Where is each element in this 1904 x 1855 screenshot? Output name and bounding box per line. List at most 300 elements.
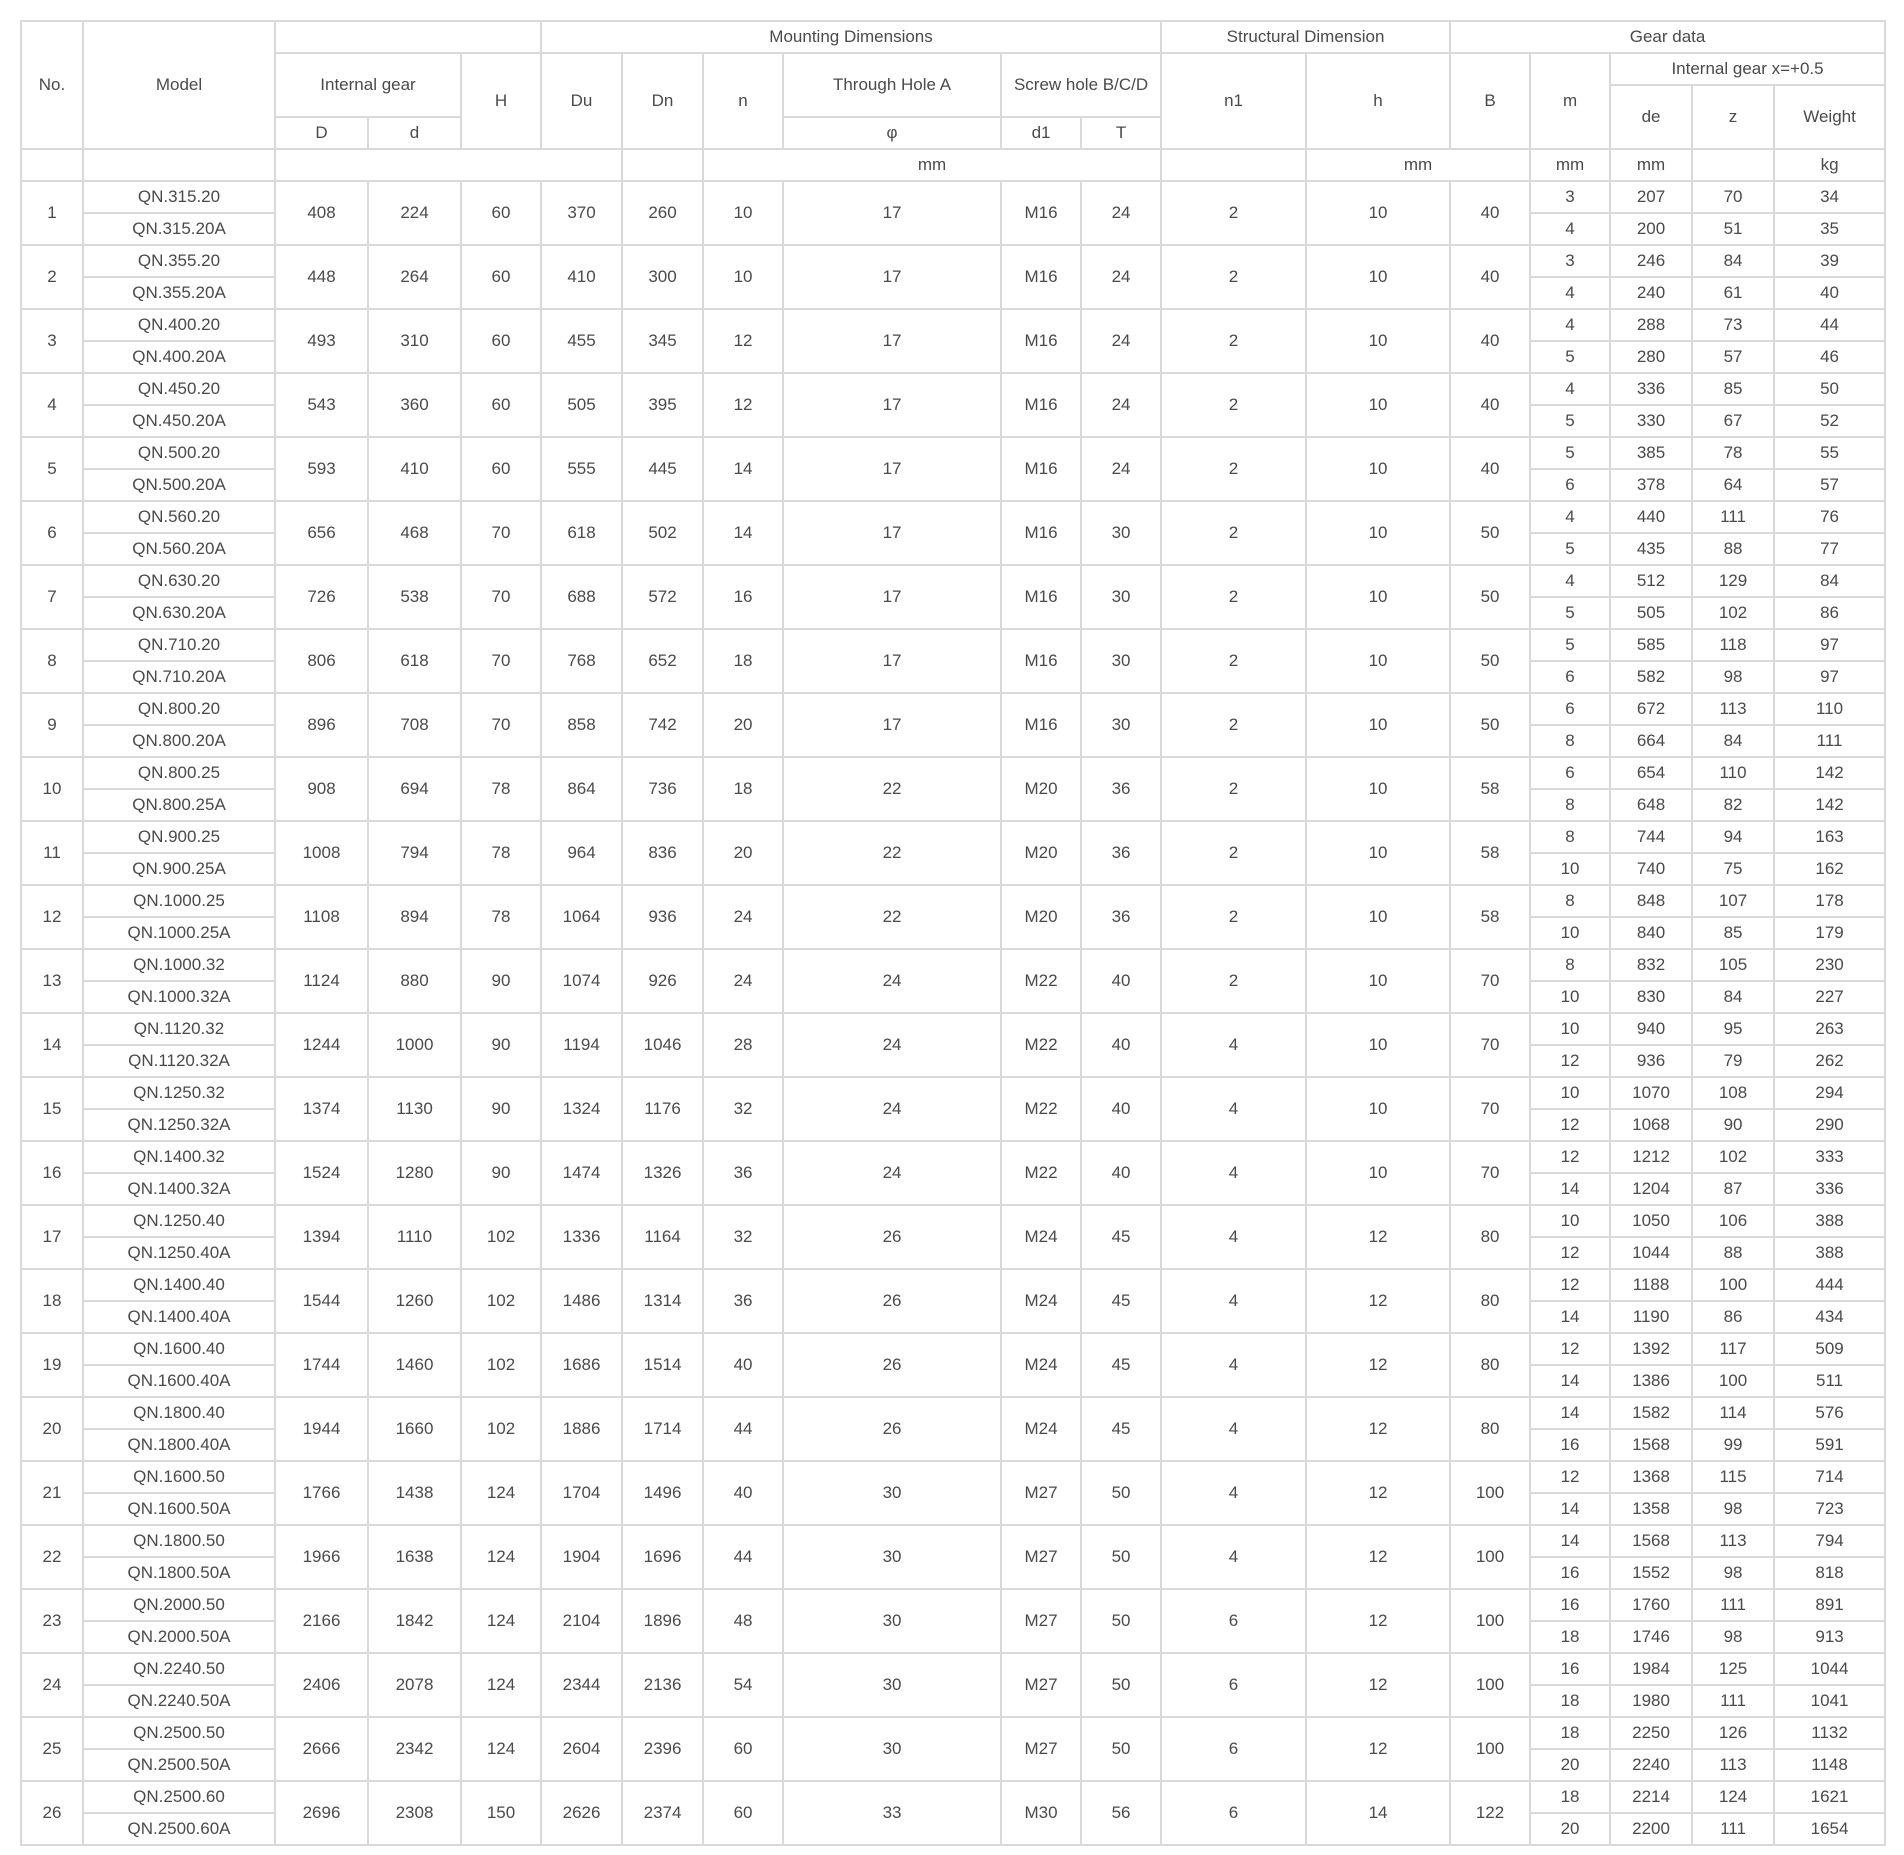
- header-T: T: [1081, 117, 1161, 149]
- cell-phi: 26: [783, 1397, 1001, 1461]
- cell-weight: 179: [1774, 917, 1885, 949]
- cell-z: 79: [1692, 1045, 1774, 1077]
- cell-weight: 97: [1774, 661, 1885, 693]
- cell-h: 12: [1306, 1461, 1450, 1525]
- cell-n1: 2: [1161, 181, 1306, 245]
- cell-n: 44: [703, 1525, 783, 1589]
- cell-h: 14: [1306, 1781, 1450, 1845]
- cell-weight: 1654: [1774, 1813, 1885, 1845]
- cell-model: QN.1250.40A: [83, 1237, 275, 1269]
- cell-m: 4: [1530, 309, 1610, 341]
- cell-z: 117: [1692, 1333, 1774, 1365]
- cell-n: 20: [703, 693, 783, 757]
- cell-n1: 2: [1161, 373, 1306, 437]
- cell-d1: M16: [1001, 437, 1081, 501]
- cell-weight: 227: [1774, 981, 1885, 1013]
- cell-z: 87: [1692, 1173, 1774, 1205]
- cell-d1: M24: [1001, 1333, 1081, 1397]
- table-row: [21, 629, 1885, 661]
- cell-D: 1108: [275, 885, 368, 949]
- cell-model: QN.450.20: [83, 373, 275, 405]
- cell-m: 16: [1530, 1589, 1610, 1621]
- cell-de: 740: [1610, 853, 1692, 885]
- cell-m: 12: [1530, 1269, 1610, 1301]
- cell-H: 78: [461, 821, 541, 885]
- cell-D: 726: [275, 565, 368, 629]
- cell-n1: 4: [1161, 1333, 1306, 1397]
- cell-d: 1460: [368, 1333, 461, 1397]
- cell-de: 1760: [1610, 1589, 1692, 1621]
- cell-model: QN.800.20: [83, 693, 275, 725]
- cell-B: 58: [1450, 757, 1530, 821]
- cell-D: 1008: [275, 821, 368, 885]
- cell-weight: 1132: [1774, 1717, 1885, 1749]
- cell-weight: 40: [1774, 277, 1885, 309]
- cell-n1: 2: [1161, 501, 1306, 565]
- cell-Du: 2344: [541, 1653, 622, 1717]
- cell-model: QN.560.20: [83, 501, 275, 533]
- cell-z: 113: [1692, 693, 1774, 725]
- cell-weight: 262: [1774, 1045, 1885, 1077]
- cell-de: 1212: [1610, 1141, 1692, 1173]
- cell-phi: 26: [783, 1333, 1001, 1397]
- cell-h: 10: [1306, 757, 1450, 821]
- cell-B: 40: [1450, 437, 1530, 501]
- cell-n: 12: [703, 373, 783, 437]
- cell-model: QN.400.20: [83, 309, 275, 341]
- cell-n1: 2: [1161, 629, 1306, 693]
- cell-z: 113: [1692, 1525, 1774, 1557]
- row-number: 14: [21, 1013, 83, 1077]
- cell-n: 10: [703, 181, 783, 245]
- cell-phi: 24: [783, 1077, 1001, 1141]
- header-d: d: [368, 117, 461, 149]
- cell-H: 60: [461, 373, 541, 437]
- table-row: [21, 1141, 1885, 1173]
- row-number: 9: [21, 693, 83, 757]
- cell-z: 100: [1692, 1269, 1774, 1301]
- table-header: [21, 21, 1885, 181]
- cell-d: 310: [368, 309, 461, 373]
- header-B: B: [1450, 53, 1530, 149]
- row-number: 26: [21, 1781, 83, 1845]
- cell-m: 18: [1530, 1781, 1610, 1813]
- cell-weight: 230: [1774, 949, 1885, 981]
- table-row: [21, 245, 1885, 277]
- table-row: [21, 373, 1885, 405]
- cell-D: 408: [275, 181, 368, 245]
- cell-de: 1568: [1610, 1525, 1692, 1557]
- cell-de: 1582: [1610, 1397, 1692, 1429]
- cell-phi: 17: [783, 245, 1001, 309]
- header-screw-hole: Screw hole B/C/D: [1001, 53, 1161, 117]
- cell-B: 40: [1450, 373, 1530, 437]
- cell-T: 50: [1081, 1653, 1161, 1717]
- cell-phi: 17: [783, 565, 1001, 629]
- table-row: [21, 1589, 1885, 1621]
- cell-model: QN.800.25A: [83, 789, 275, 821]
- cell-n: 16: [703, 565, 783, 629]
- cell-m: 14: [1530, 1397, 1610, 1429]
- row-number: 1: [21, 181, 83, 245]
- row-number: 5: [21, 437, 83, 501]
- cell-phi: 30: [783, 1525, 1001, 1589]
- cell-model: QN.500.20A: [83, 469, 275, 501]
- cell-de: 288: [1610, 309, 1692, 341]
- cell-Dn: 1514: [622, 1333, 703, 1397]
- cell-de: 1190: [1610, 1301, 1692, 1333]
- cell-T: 50: [1081, 1461, 1161, 1525]
- cell-de: 848: [1610, 885, 1692, 917]
- cell-B: 100: [1450, 1717, 1530, 1781]
- cell-H: 102: [461, 1205, 541, 1269]
- cell-z: 108: [1692, 1077, 1774, 1109]
- cell-weight: 86: [1774, 597, 1885, 629]
- cell-z: 98: [1692, 1621, 1774, 1653]
- cell-d1: M27: [1001, 1653, 1081, 1717]
- cell-de: 940: [1610, 1013, 1692, 1045]
- cell-weight: 891: [1774, 1589, 1885, 1621]
- cell-d: 708: [368, 693, 461, 757]
- cell-h: 10: [1306, 501, 1450, 565]
- cell-z: 84: [1692, 981, 1774, 1013]
- cell-n1: 4: [1161, 1461, 1306, 1525]
- cell-H: 90: [461, 1077, 541, 1141]
- cell-phi: 17: [783, 373, 1001, 437]
- cell-z: 114: [1692, 1397, 1774, 1429]
- cell-d1: M27: [1001, 1717, 1081, 1781]
- cell-d: 538: [368, 565, 461, 629]
- cell-z: 102: [1692, 1141, 1774, 1173]
- cell-T: 50: [1081, 1589, 1161, 1653]
- cell-Du: 1074: [541, 949, 622, 1013]
- row-number: 21: [21, 1461, 83, 1525]
- cell-weight: 388: [1774, 1205, 1885, 1237]
- cell-z: 102: [1692, 597, 1774, 629]
- cell-z: 84: [1692, 725, 1774, 757]
- cell-Dn: 300: [622, 245, 703, 309]
- cell-Du: 2626: [541, 1781, 622, 1845]
- row-number: 2: [21, 245, 83, 309]
- cell-phi: 26: [783, 1269, 1001, 1333]
- cell-m: 10: [1530, 1205, 1610, 1237]
- header-internal-gear: Internal gear: [275, 53, 461, 117]
- table-row: [21, 565, 1885, 597]
- cell-n1: 2: [1161, 693, 1306, 757]
- cell-d1: M22: [1001, 949, 1081, 1013]
- cell-z: 95: [1692, 1013, 1774, 1045]
- cell-model: QN.900.25A: [83, 853, 275, 885]
- table-row: [21, 1013, 1885, 1045]
- cell-h: 12: [1306, 1205, 1450, 1269]
- cell-h: 10: [1306, 181, 1450, 245]
- cell-Dn: 926: [622, 949, 703, 1013]
- cell-d: 1260: [368, 1269, 461, 1333]
- cell-weight: 178: [1774, 885, 1885, 917]
- cell-n: 18: [703, 757, 783, 821]
- cell-model: QN.2500.60A: [83, 1813, 275, 1845]
- table-row: [21, 181, 1885, 213]
- cell-D: 896: [275, 693, 368, 757]
- cell-de: 207: [1610, 181, 1692, 213]
- cell-z: 64: [1692, 469, 1774, 501]
- cell-B: 70: [1450, 1077, 1530, 1141]
- cell-B: 80: [1450, 1205, 1530, 1269]
- cell-Dn: 1164: [622, 1205, 703, 1269]
- cell-model: QN.1250.32: [83, 1077, 275, 1109]
- cell-weight: 55: [1774, 437, 1885, 469]
- cell-z: 86: [1692, 1301, 1774, 1333]
- cell-n1: 2: [1161, 885, 1306, 949]
- cell-d: 1000: [368, 1013, 461, 1077]
- cell-de: 440: [1610, 501, 1692, 533]
- cell-model: QN.630.20A: [83, 597, 275, 629]
- cell-H: 124: [461, 1525, 541, 1589]
- header-n1: n1: [1161, 53, 1306, 149]
- cell-d1: M22: [1001, 1141, 1081, 1205]
- cell-weight: 591: [1774, 1429, 1885, 1461]
- cell-D: 1394: [275, 1205, 368, 1269]
- cell-D: 1544: [275, 1269, 368, 1333]
- cell-weight: 818: [1774, 1557, 1885, 1589]
- cell-z: 70: [1692, 181, 1774, 213]
- cell-m: 3: [1530, 245, 1610, 277]
- cell-Du: 555: [541, 437, 622, 501]
- cell-z: 88: [1692, 533, 1774, 565]
- cell-D: 2666: [275, 1717, 368, 1781]
- cell-weight: 57: [1774, 469, 1885, 501]
- cell-m: 14: [1530, 1525, 1610, 1557]
- cell-H: 124: [461, 1589, 541, 1653]
- cell-weight: 84: [1774, 565, 1885, 597]
- cell-z: 82: [1692, 789, 1774, 821]
- row-number: 22: [21, 1525, 83, 1589]
- cell-de: 672: [1610, 693, 1692, 725]
- cell-Dn: 445: [622, 437, 703, 501]
- cell-model: QN.630.20: [83, 565, 275, 597]
- table-row: [21, 1461, 1885, 1493]
- cell-D: 656: [275, 501, 368, 565]
- cell-model: QN.1000.25A: [83, 917, 275, 949]
- cell-h: 12: [1306, 1525, 1450, 1589]
- cell-de: 582: [1610, 661, 1692, 693]
- cell-weight: 142: [1774, 789, 1885, 821]
- cell-D: 2166: [275, 1589, 368, 1653]
- cell-weight: 34: [1774, 181, 1885, 213]
- cell-B: 40: [1450, 181, 1530, 245]
- cell-m: 5: [1530, 341, 1610, 373]
- cell-d1: M27: [1001, 1461, 1081, 1525]
- cell-de: 240: [1610, 277, 1692, 309]
- cell-H: 60: [461, 309, 541, 373]
- cell-z: 125: [1692, 1653, 1774, 1685]
- cell-de: 246: [1610, 245, 1692, 277]
- cell-de: 435: [1610, 533, 1692, 565]
- cell-D: 806: [275, 629, 368, 693]
- cell-m: 8: [1530, 725, 1610, 757]
- cell-weight: 511: [1774, 1365, 1885, 1397]
- row-number: 25: [21, 1717, 83, 1781]
- cell-phi: 33: [783, 1781, 1001, 1845]
- cell-m: 12: [1530, 1045, 1610, 1077]
- cell-n: 40: [703, 1461, 783, 1525]
- cell-H: 150: [461, 1781, 541, 1845]
- cell-de: 1568: [1610, 1429, 1692, 1461]
- cell-m: 6: [1530, 469, 1610, 501]
- cell-n: 14: [703, 437, 783, 501]
- header-blank-group: [275, 21, 541, 53]
- cell-weight: 44: [1774, 309, 1885, 341]
- units-structural-mm: mm: [1306, 149, 1530, 181]
- cell-weight: 333: [1774, 1141, 1885, 1173]
- cell-m: 5: [1530, 533, 1610, 565]
- cell-m: 14: [1530, 1493, 1610, 1525]
- cell-B: 100: [1450, 1653, 1530, 1717]
- cell-de: 2250: [1610, 1717, 1692, 1749]
- cell-weight: 162: [1774, 853, 1885, 885]
- cell-Dn: 2136: [622, 1653, 703, 1717]
- cell-phi: 26: [783, 1205, 1001, 1269]
- cell-model: QN.1600.40: [83, 1333, 275, 1365]
- table-row: [21, 437, 1885, 469]
- cell-B: 50: [1450, 565, 1530, 629]
- cell-B: 58: [1450, 821, 1530, 885]
- cell-d1: M20: [1001, 821, 1081, 885]
- cell-model: QN.1120.32A: [83, 1045, 275, 1077]
- cell-z: 126: [1692, 1717, 1774, 1749]
- cell-d1: M16: [1001, 629, 1081, 693]
- cell-d: 1130: [368, 1077, 461, 1141]
- cell-H: 78: [461, 885, 541, 949]
- cell-T: 40: [1081, 1077, 1161, 1141]
- cell-m: 16: [1530, 1429, 1610, 1461]
- cell-d1: M27: [1001, 1589, 1081, 1653]
- cell-T: 56: [1081, 1781, 1161, 1845]
- cell-d1: M24: [1001, 1269, 1081, 1333]
- cell-m: 8: [1530, 885, 1610, 917]
- cell-n1: 2: [1161, 821, 1306, 885]
- cell-model: QN.1000.32A: [83, 981, 275, 1013]
- cell-z: 51: [1692, 213, 1774, 245]
- cell-Du: 1324: [541, 1077, 622, 1141]
- cell-T: 40: [1081, 1013, 1161, 1077]
- cell-Dn: 736: [622, 757, 703, 821]
- cell-z: 113: [1692, 1749, 1774, 1781]
- cell-phi: 17: [783, 629, 1001, 693]
- cell-Du: 1336: [541, 1205, 622, 1269]
- cell-Dn: 1714: [622, 1397, 703, 1461]
- cell-B: 100: [1450, 1589, 1530, 1653]
- cell-phi: 17: [783, 437, 1001, 501]
- cell-T: 45: [1081, 1269, 1161, 1333]
- gear-spec-table: [20, 20, 1886, 1846]
- cell-T: 40: [1081, 949, 1161, 1013]
- cell-phi: 24: [783, 1141, 1001, 1205]
- cell-n: 14: [703, 501, 783, 565]
- cell-n1: 2: [1161, 565, 1306, 629]
- cell-T: 30: [1081, 565, 1161, 629]
- cell-T: 36: [1081, 757, 1161, 821]
- cell-m: 8: [1530, 949, 1610, 981]
- cell-Dn: 1314: [622, 1269, 703, 1333]
- cell-weight: 77: [1774, 533, 1885, 565]
- cell-de: 1746: [1610, 1621, 1692, 1653]
- cell-Dn: 2374: [622, 1781, 703, 1845]
- cell-d1: M16: [1001, 693, 1081, 757]
- cell-weight: 1044: [1774, 1653, 1885, 1685]
- cell-de: 1044: [1610, 1237, 1692, 1269]
- cell-m: 16: [1530, 1653, 1610, 1685]
- cell-H: 90: [461, 949, 541, 1013]
- cell-z: 84: [1692, 245, 1774, 277]
- cell-de: 330: [1610, 405, 1692, 437]
- cell-n: 44: [703, 1397, 783, 1461]
- cell-weight: 39: [1774, 245, 1885, 277]
- cell-Du: 1474: [541, 1141, 622, 1205]
- cell-m: 12: [1530, 1141, 1610, 1173]
- cell-H: 70: [461, 629, 541, 693]
- units-de-mm: mm: [1610, 149, 1692, 181]
- cell-phi: 30: [783, 1461, 1001, 1525]
- cell-m: 6: [1530, 693, 1610, 725]
- cell-B: 80: [1450, 1269, 1530, 1333]
- cell-T: 45: [1081, 1333, 1161, 1397]
- table-body: [21, 181, 1885, 1845]
- cell-Dn: 652: [622, 629, 703, 693]
- cell-z: 98: [1692, 1557, 1774, 1589]
- cell-n: 32: [703, 1077, 783, 1141]
- header-Du: Du: [541, 53, 622, 149]
- cell-n: 24: [703, 949, 783, 1013]
- cell-n: 60: [703, 1781, 783, 1845]
- cell-Dn: 742: [622, 693, 703, 757]
- cell-model: QN.1400.32A: [83, 1173, 275, 1205]
- header-de: de: [1610, 85, 1692, 149]
- cell-de: 1068: [1610, 1109, 1692, 1141]
- cell-phi: 17: [783, 309, 1001, 373]
- cell-Du: 768: [541, 629, 622, 693]
- cell-m: 10: [1530, 1013, 1610, 1045]
- cell-phi: 22: [783, 757, 1001, 821]
- cell-weight: 509: [1774, 1333, 1885, 1365]
- cell-Du: 1486: [541, 1269, 622, 1333]
- cell-weight: 97: [1774, 629, 1885, 661]
- cell-m: 12: [1530, 1333, 1610, 1365]
- cell-B: 70: [1450, 949, 1530, 1013]
- cell-B: 100: [1450, 1525, 1530, 1589]
- header-h: h: [1306, 53, 1450, 149]
- cell-de: 1984: [1610, 1653, 1692, 1685]
- cell-de: 1386: [1610, 1365, 1692, 1397]
- cell-n: 10: [703, 245, 783, 309]
- cell-Dn: 260: [622, 181, 703, 245]
- cell-B: 80: [1450, 1397, 1530, 1461]
- cell-n: 36: [703, 1269, 783, 1333]
- cell-model: QN.1250.40: [83, 1205, 275, 1237]
- cell-de: 1204: [1610, 1173, 1692, 1205]
- cell-H: 60: [461, 245, 541, 309]
- cell-d1: M20: [1001, 885, 1081, 949]
- cell-de: 1980: [1610, 1685, 1692, 1717]
- cell-d: 694: [368, 757, 461, 821]
- cell-T: 40: [1081, 1141, 1161, 1205]
- cell-H: 102: [461, 1397, 541, 1461]
- cell-m: 4: [1530, 373, 1610, 405]
- cell-z: 110: [1692, 757, 1774, 789]
- header-z: z: [1692, 85, 1774, 149]
- cell-m: 4: [1530, 213, 1610, 245]
- cell-de: 505: [1610, 597, 1692, 629]
